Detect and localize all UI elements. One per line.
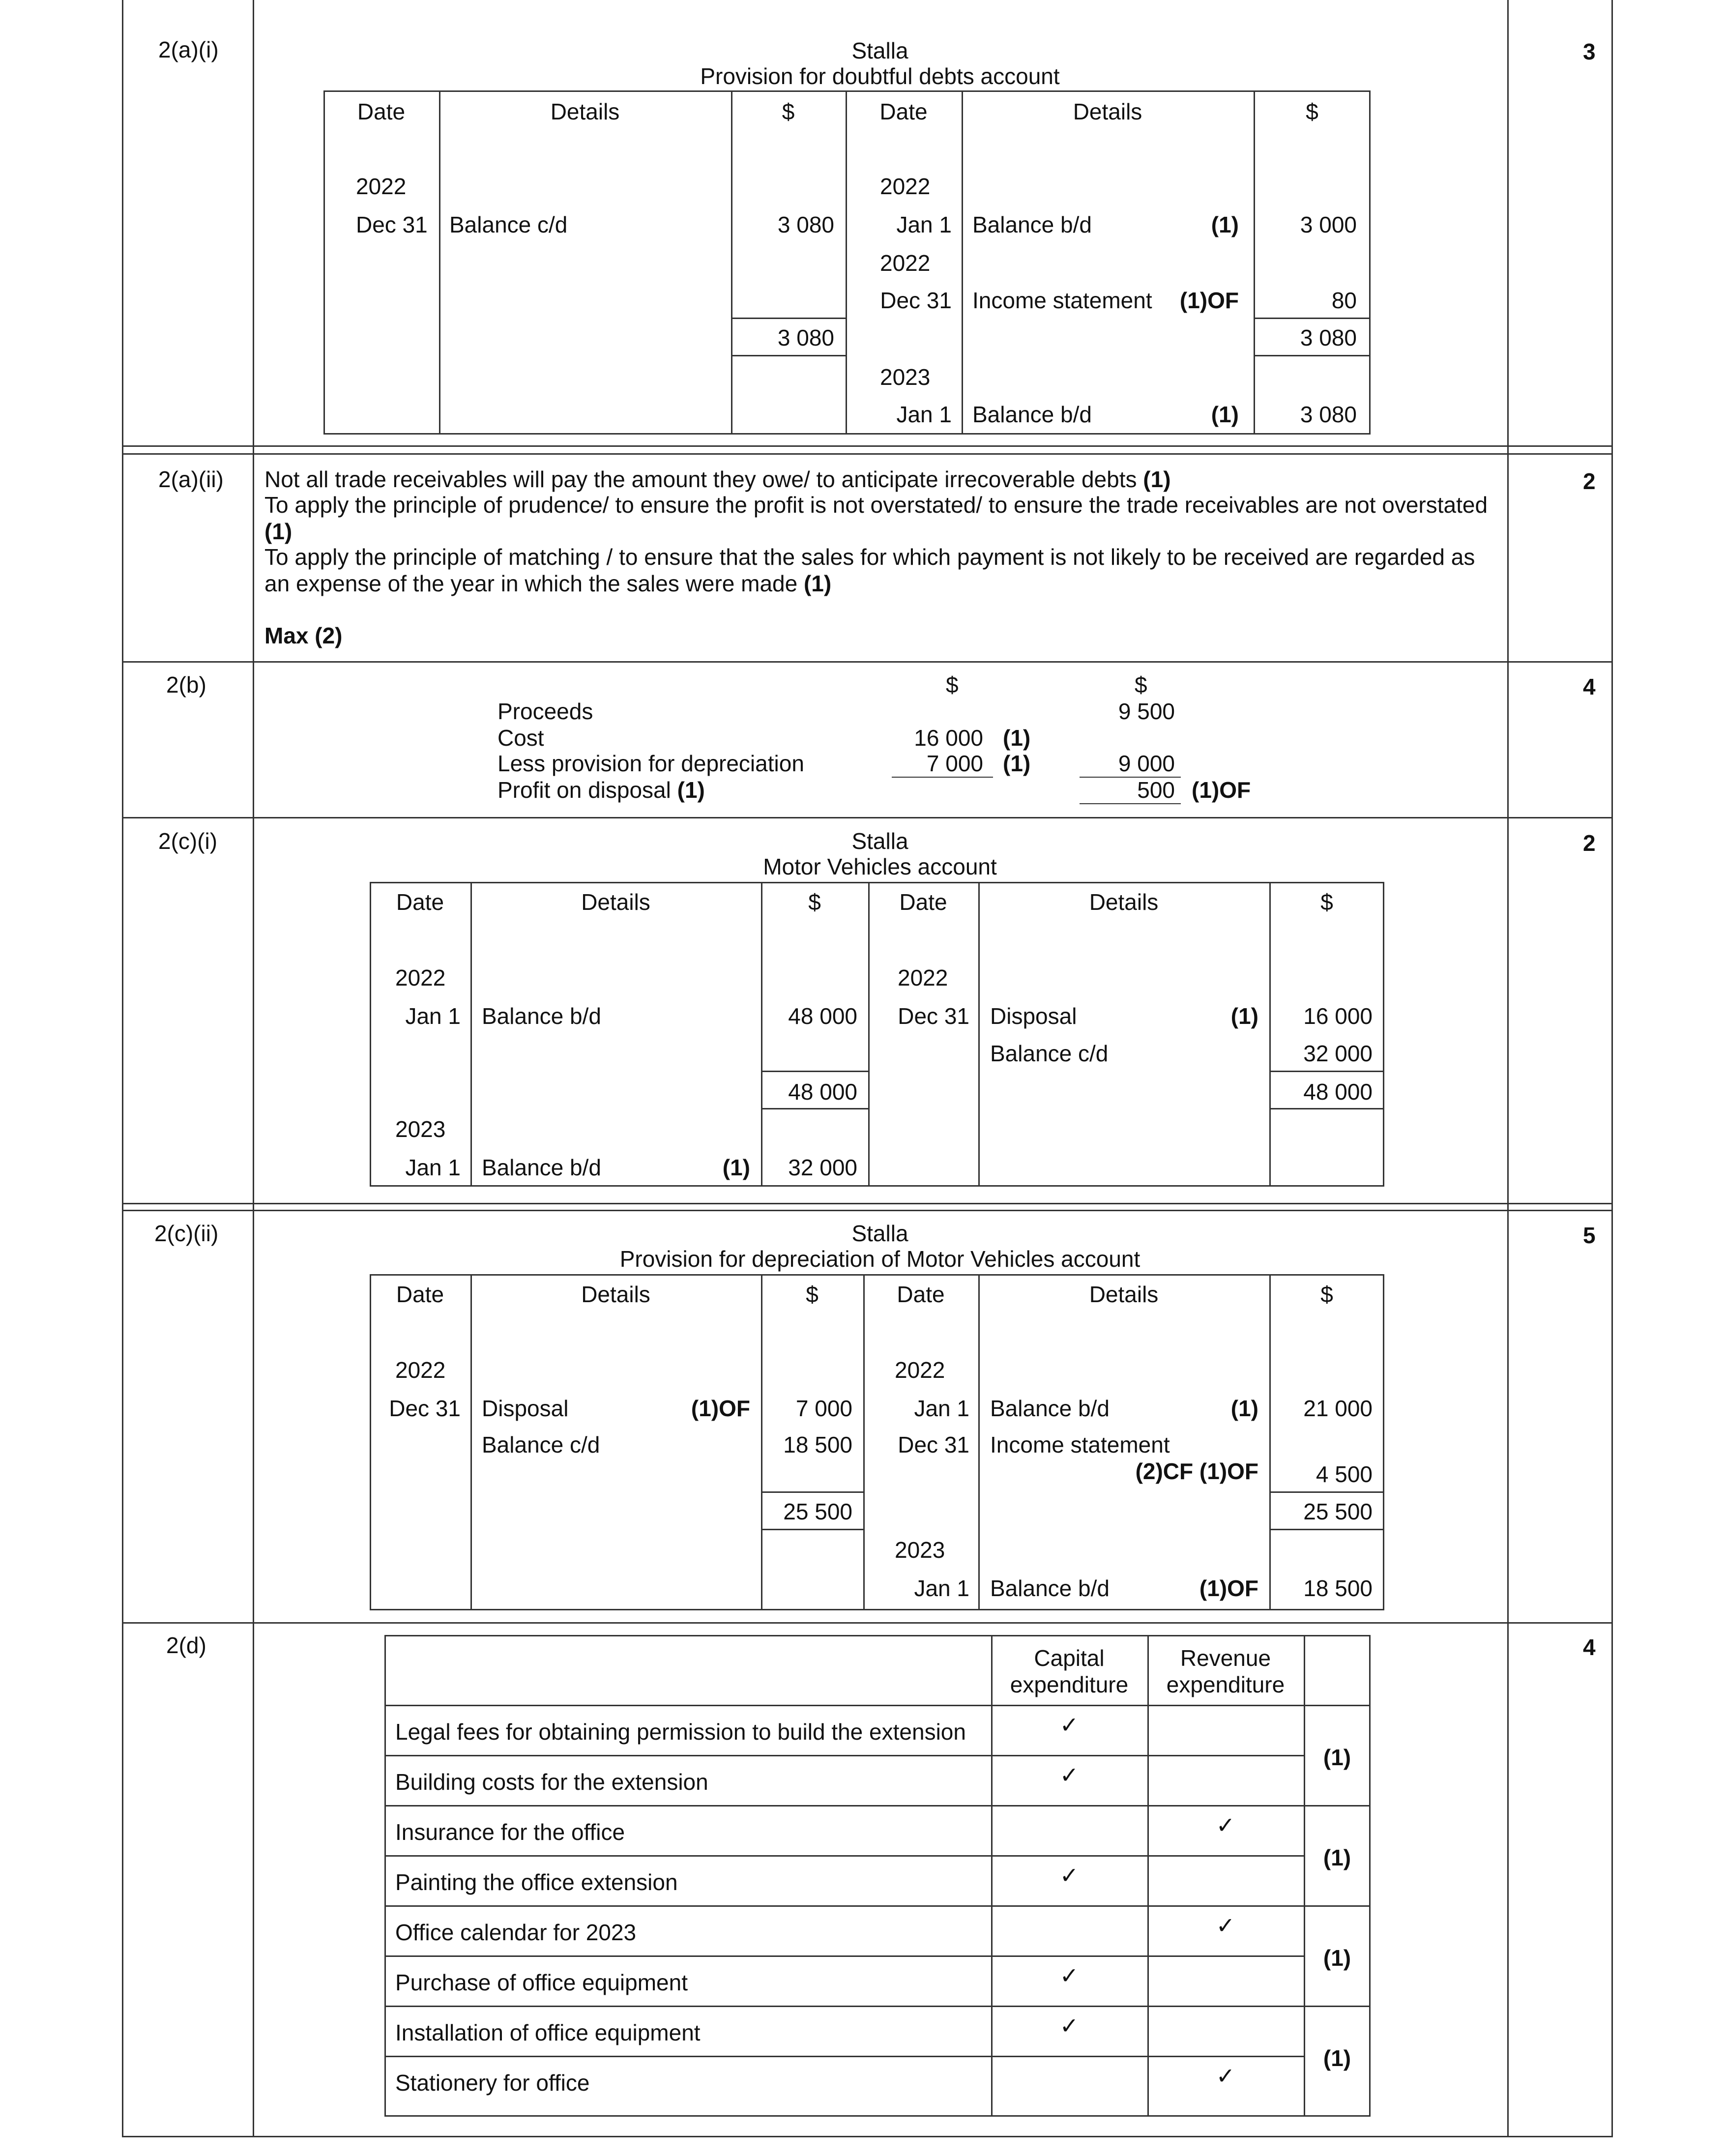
section-divider (122, 1203, 1613, 1204)
credit-mark: (1) (1230, 1003, 1258, 1029)
revenue-tick-icon: ✓ (1216, 1913, 1235, 1938)
table-row-item: Painting the office extension (395, 1869, 678, 1895)
question-marks: 4 (1583, 1634, 1596, 1660)
debit-detail: Balance c/d (482, 1432, 600, 1457)
capital-tick-icon: ✓ (1059, 1963, 1079, 1988)
credit-date: Dec 31 (880, 288, 952, 313)
table-row-item: Installation of office equipment (395, 2020, 701, 2045)
table-row-item: Stationery for office (395, 2070, 590, 2096)
credit-amount: 80 (1331, 288, 1357, 313)
debit-amount: 7 000 (795, 1396, 852, 1421)
capital-tick-icon: ✓ (1059, 1762, 1079, 1788)
total-line (1269, 1491, 1384, 1493)
header-date: Date (396, 1282, 444, 1307)
debit-detail: Disposal (482, 1396, 569, 1421)
header-amount: $ (1306, 99, 1318, 124)
pair-mark: (1) (1323, 1845, 1351, 1870)
debit-total: 3 080 (777, 325, 834, 350)
section-divider (122, 817, 1613, 818)
header-amount: $ (1320, 1282, 1333, 1307)
capital-tick-icon: ✓ (1059, 2013, 1079, 2039)
divider (439, 90, 440, 435)
section-divider (122, 661, 1613, 663)
column-divider-left (253, 0, 254, 2137)
calc-label-text: Profit on disposal (497, 777, 671, 803)
divider (1147, 1635, 1149, 2117)
answer-mark: (1) (1143, 466, 1171, 492)
credit-detail: Balance c/d (990, 1041, 1109, 1066)
credit-date: Jan 1 (896, 212, 952, 237)
credit-year: 2023 (895, 1537, 945, 1563)
credit-year: 2022 (880, 250, 931, 276)
total-line (761, 1108, 868, 1109)
header-capital-line2: expenditure (1010, 1672, 1129, 1697)
row-divider (384, 2006, 1371, 2007)
credit-amount: 18 500 (1303, 1575, 1373, 1601)
header-amount: $ (1320, 889, 1333, 915)
credit-mark: (1)OF (1179, 288, 1239, 313)
credit-amount: 3 080 (1300, 402, 1357, 427)
answer-text: To apply the principle of matching / to ensure that the sales for which payment is not likely to be received are regarded as an expense of the year in which the sales were made (264, 544, 1475, 596)
calc-label: Less provision for depreciation (497, 751, 804, 776)
header-details: Details (1089, 1282, 1159, 1307)
total-line (1254, 355, 1371, 356)
question-marks: 5 (1583, 1223, 1596, 1248)
header-date: Date (899, 889, 947, 915)
credit-total: 3 080 (1300, 325, 1357, 350)
header-date: Date (396, 889, 444, 915)
credit-year: 2022 (880, 174, 931, 199)
header-capital-line1: Capital (1034, 1645, 1105, 1671)
t-account-doubtful-debts (323, 90, 1371, 435)
column-header: $ (1135, 672, 1147, 698)
question-number: 2(a)(ii) (158, 466, 224, 492)
question-number: 2(c)(i) (158, 828, 218, 854)
credit-detail: Income statement (990, 1432, 1170, 1457)
calc-mark: (1) (1003, 725, 1031, 751)
answer-point (264, 492, 1498, 545)
calc-value: 16 000 (914, 725, 983, 751)
credit-amount: 21 000 (1303, 1396, 1373, 1421)
t-account-motor-vehicles (370, 882, 1384, 1187)
header-details: Details (581, 889, 650, 915)
header-details: Details (1089, 889, 1159, 915)
question-marks: 2 (1583, 468, 1596, 494)
credit-amount: 4 500 (1316, 1461, 1373, 1487)
account-owner-title: Stalla (851, 38, 908, 63)
credit-detail: Disposal (990, 1003, 1077, 1029)
debit-amount: 18 500 (783, 1432, 852, 1457)
header-revenue-line1: Revenue (1180, 1645, 1271, 1671)
table-row-item: Purchase of office equipment (395, 1970, 688, 1995)
credit-mark: (2)CF (1)OF (1135, 1458, 1258, 1484)
max-marks: Max (2) (264, 623, 343, 648)
divider (470, 1274, 472, 1610)
total-line (761, 1529, 863, 1530)
underline (892, 777, 993, 778)
debit-mark: (1) (722, 1155, 750, 1180)
debit-year: 2022 (395, 965, 446, 991)
header-date: Date (897, 1282, 945, 1307)
debit-total: 48 000 (788, 1079, 857, 1105)
header-details: Details (1073, 99, 1142, 124)
section-divider (122, 1622, 1613, 1624)
header-revenue (1147, 1645, 1304, 1698)
answer-point (264, 466, 1498, 493)
total-line (1269, 1108, 1384, 1109)
debit-detail: Balance b/d (482, 1155, 601, 1180)
debit-year: 2022 (395, 1357, 446, 1383)
credit-detail: Balance b/d (972, 402, 1092, 427)
credit-date: Jan 1 (896, 402, 952, 427)
question-number: 2(b) (166, 672, 206, 698)
table-row-item: Office calendar for 2023 (395, 1920, 637, 1945)
total-line (1269, 1529, 1384, 1530)
credit-total: 48 000 (1303, 1079, 1373, 1105)
debit-year: 2022 (356, 174, 407, 199)
answer-point (264, 544, 1498, 597)
header-date: Date (357, 99, 406, 124)
row-divider (384, 1855, 1304, 1857)
divider (868, 882, 870, 1187)
divider (731, 90, 732, 435)
debit-detail: Balance b/d (482, 1003, 601, 1029)
question-number: 2(d) (166, 1632, 206, 1658)
calc-value: 7 000 (926, 751, 983, 776)
account-title: Provision for doubtful debts account (700, 63, 1060, 89)
debit-amount: 32 000 (788, 1155, 857, 1180)
header-details: Details (581, 1282, 650, 1307)
credit-amount: 32 000 (1303, 1041, 1373, 1066)
divider (470, 882, 472, 1187)
calc-mark: (1)OF (1192, 777, 1251, 803)
question-number: 2(a)(i) (158, 37, 219, 62)
total-line (731, 355, 846, 356)
answer-text: Not all trade receivables will pay the amount they owe/ to anticipate irrecoverable debts (264, 466, 1137, 492)
divider (1269, 882, 1271, 1187)
question-marks: 4 (1583, 674, 1596, 699)
question-marks: 3 (1583, 39, 1596, 64)
section-divider (122, 445, 1613, 447)
credit-mark: (1)OF (1199, 1575, 1258, 1601)
debit-date: Jan 1 (405, 1155, 461, 1180)
total-line (761, 1491, 863, 1493)
header-amount: $ (782, 99, 795, 124)
debit-date: Dec 31 (356, 212, 428, 237)
divider (1304, 1635, 1305, 2117)
credit-mark: (1) (1211, 402, 1239, 427)
debit-total: 25 500 (783, 1499, 852, 1524)
debit-date: Dec 31 (389, 1396, 461, 1421)
credit-detail: Balance b/d (990, 1575, 1110, 1601)
pair-mark: (1) (1323, 2045, 1351, 2071)
row-divider (384, 1755, 1304, 1756)
answer-mark: (1) (264, 519, 292, 544)
credit-date: Dec 31 (898, 1432, 969, 1457)
column-divider-right (1507, 0, 1509, 2137)
pair-mark: (1) (1323, 1945, 1351, 1971)
capital-tick-icon: ✓ (1059, 1863, 1079, 1888)
row-divider (384, 1955, 1304, 1957)
calc-value: 500 (1137, 777, 1175, 803)
credit-detail: Income statement (972, 288, 1152, 313)
debit-mark: (1)OF (691, 1396, 750, 1421)
account-title: Provision for depreciation of Motor Vehicles account (619, 1246, 1140, 1272)
revenue-tick-icon: ✓ (1216, 1812, 1235, 1838)
credit-amount: 3 000 (1300, 212, 1357, 237)
divider (761, 882, 762, 1187)
calc-label (497, 777, 705, 803)
section-divider (122, 1210, 1613, 1211)
calc-label: Proceeds (497, 699, 593, 724)
credit-date: Jan 1 (914, 1396, 969, 1421)
calc-mark: (1) (677, 777, 705, 803)
header-amount: $ (806, 1282, 819, 1307)
total-line (761, 1071, 868, 1072)
section-divider (122, 453, 1613, 455)
header-date: Date (879, 99, 928, 124)
credit-date: Dec 31 (898, 1003, 969, 1029)
answer-text: To apply the principle of prudence/ to ensure the profit is not overstated/ to ensure the trade receivables are not overstated (264, 492, 1488, 518)
divider (1254, 90, 1255, 435)
divider (978, 882, 980, 1187)
credit-amount: 16 000 (1303, 1003, 1373, 1029)
divider (1269, 1274, 1271, 1610)
debit-amount: 48 000 (788, 1003, 857, 1029)
column-header: $ (946, 672, 959, 698)
debit-amount: 3 080 (777, 212, 834, 237)
header-revenue-line2: expenditure (1166, 1672, 1285, 1697)
account-title: Motor Vehicles account (763, 854, 997, 879)
calc-mark: (1) (1003, 751, 1031, 776)
divider (846, 90, 847, 435)
revenue-tick-icon: ✓ (1216, 2063, 1235, 2089)
credit-date: Jan 1 (914, 1575, 969, 1601)
account-owner-title: Stalla (851, 1221, 908, 1246)
debit-date: Jan 1 (405, 1003, 461, 1029)
credit-detail: Balance b/d (972, 212, 1092, 237)
total-line (1254, 318, 1371, 319)
row-divider (384, 1805, 1371, 1806)
question-number: 2(c)(ii) (154, 1221, 219, 1246)
underline (1080, 803, 1181, 804)
question-marks: 2 (1583, 830, 1596, 856)
table-row-item: Insurance for the office (395, 1819, 625, 1845)
debit-year: 2023 (395, 1116, 446, 1142)
credit-year: 2022 (898, 965, 948, 991)
table-row-item: Building costs for the extension (395, 1769, 708, 1795)
credit-mark: (1) (1211, 212, 1239, 237)
credit-total: 25 500 (1303, 1499, 1373, 1524)
row-divider (384, 2056, 1304, 2057)
credit-mark: (1) (1230, 1396, 1258, 1421)
capital-tick-icon: ✓ (1059, 1712, 1079, 1738)
divider (962, 90, 963, 435)
credit-year: 2023 (880, 364, 931, 390)
calc-value: 9 500 (1118, 699, 1175, 724)
row-divider (384, 1905, 1371, 1907)
pair-mark: (1) (1323, 1745, 1351, 1770)
debit-detail: Balance c/d (449, 212, 568, 237)
credit-detail: Balance b/d (990, 1396, 1110, 1421)
total-line (1269, 1071, 1384, 1072)
header-amount: $ (808, 889, 821, 915)
total-line (731, 318, 846, 319)
table-row-item: Legal fees for obtaining permission to build the extension (395, 1719, 966, 1745)
answer-mark: (1) (803, 571, 832, 596)
calc-value: 9 000 (1118, 751, 1175, 776)
row-divider (384, 1705, 1371, 1706)
divider (978, 1274, 980, 1610)
header-details: Details (550, 99, 620, 124)
calc-label: Cost (497, 725, 544, 751)
credit-year: 2022 (895, 1357, 945, 1383)
account-owner-title: Stalla (851, 828, 908, 854)
header-capital (991, 1645, 1147, 1698)
